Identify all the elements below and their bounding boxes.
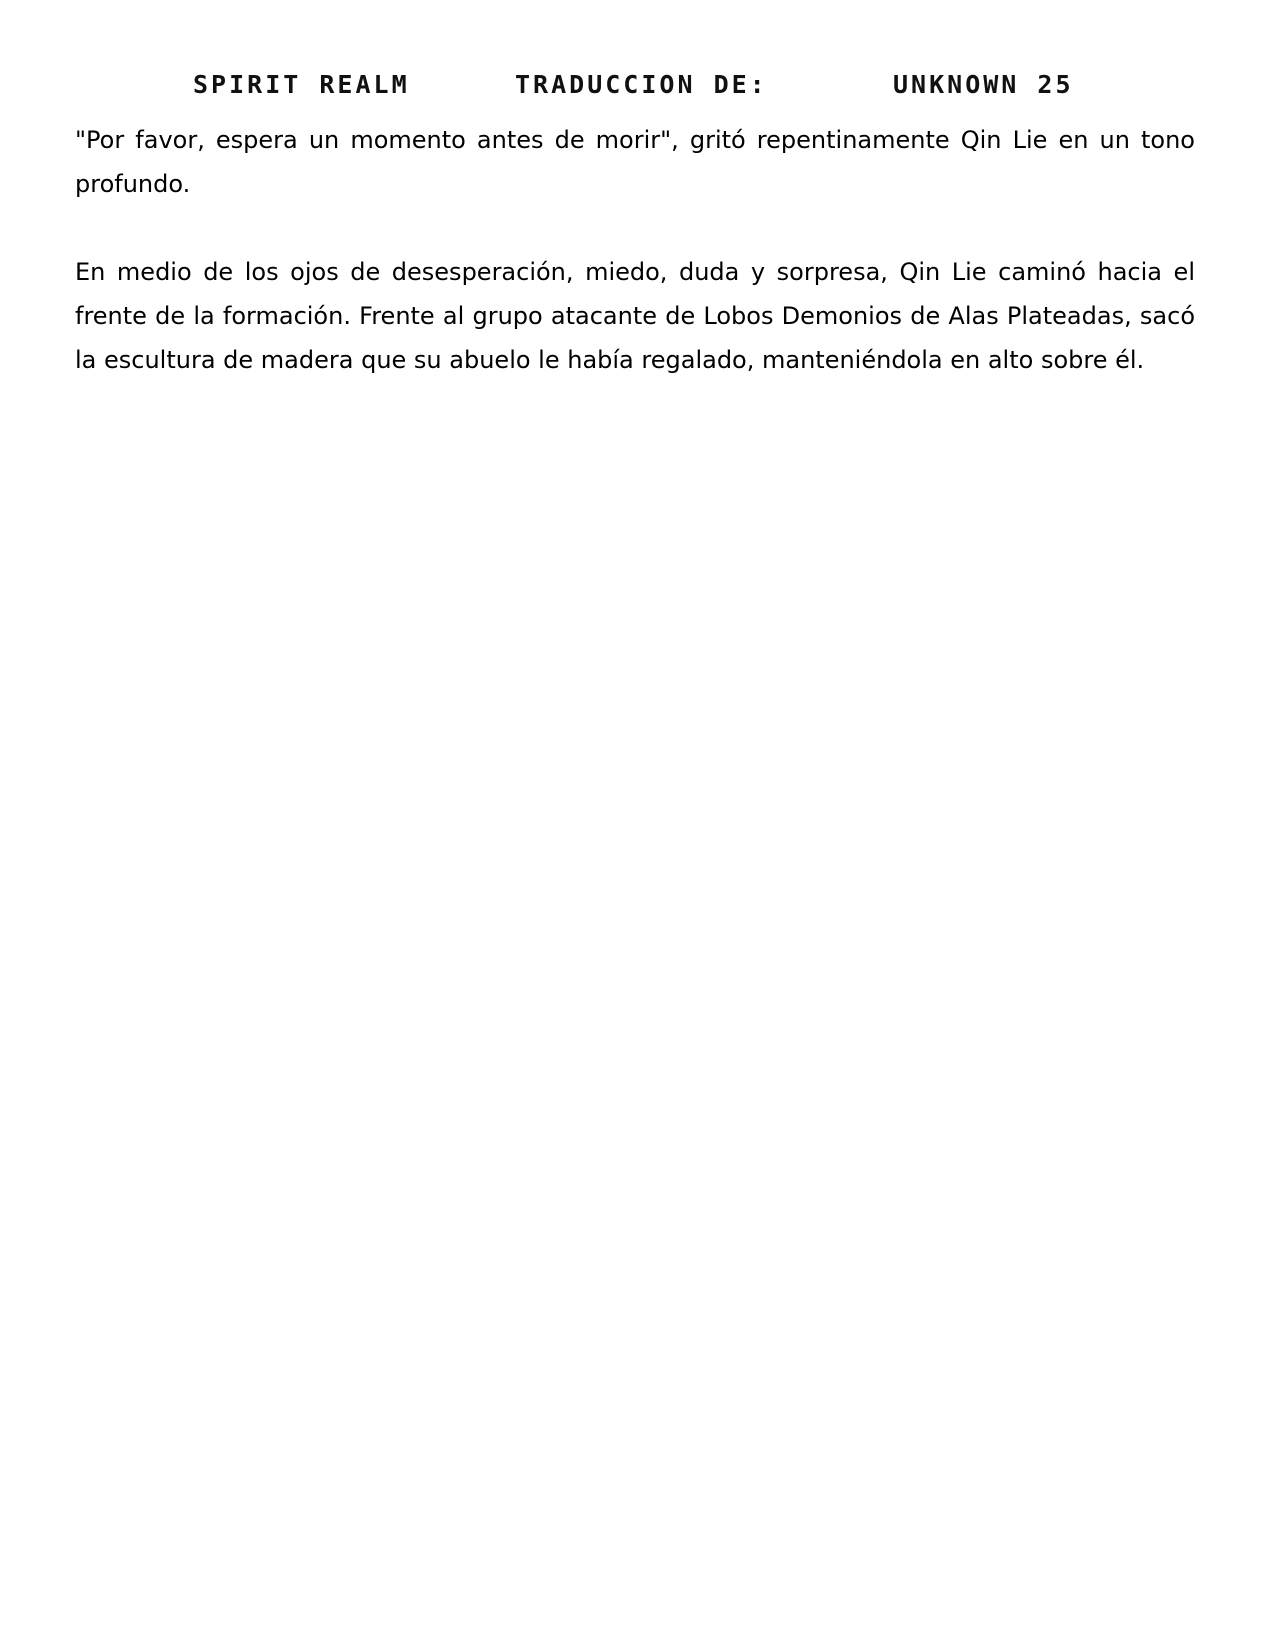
header-translation-label: TRADUCCION DE: <box>515 70 768 99</box>
paragraph: En medio de los ojos de desesperación, miedo, duda y sorpresa, Qin Lie caminó hacia el frente de la formación. Frente al grupo atacante de Lobos Demonios de Alas Plateadas, sacó la escultura de madera que su abuelo le había regalado, manteniéndola en alto sobre él. <box>75 258 1195 374</box>
page-header <box>0 70 1275 110</box>
paragraph: "Por favor, espera un momento antes de morir", gritó repentinamente Qin Lie en un tono profundo. <box>75 126 1195 198</box>
header-author: UNKNOWN 25 <box>893 70 1074 99</box>
header-title: SPIRIT REALM <box>193 70 410 99</box>
document-body <box>75 118 1195 426</box>
